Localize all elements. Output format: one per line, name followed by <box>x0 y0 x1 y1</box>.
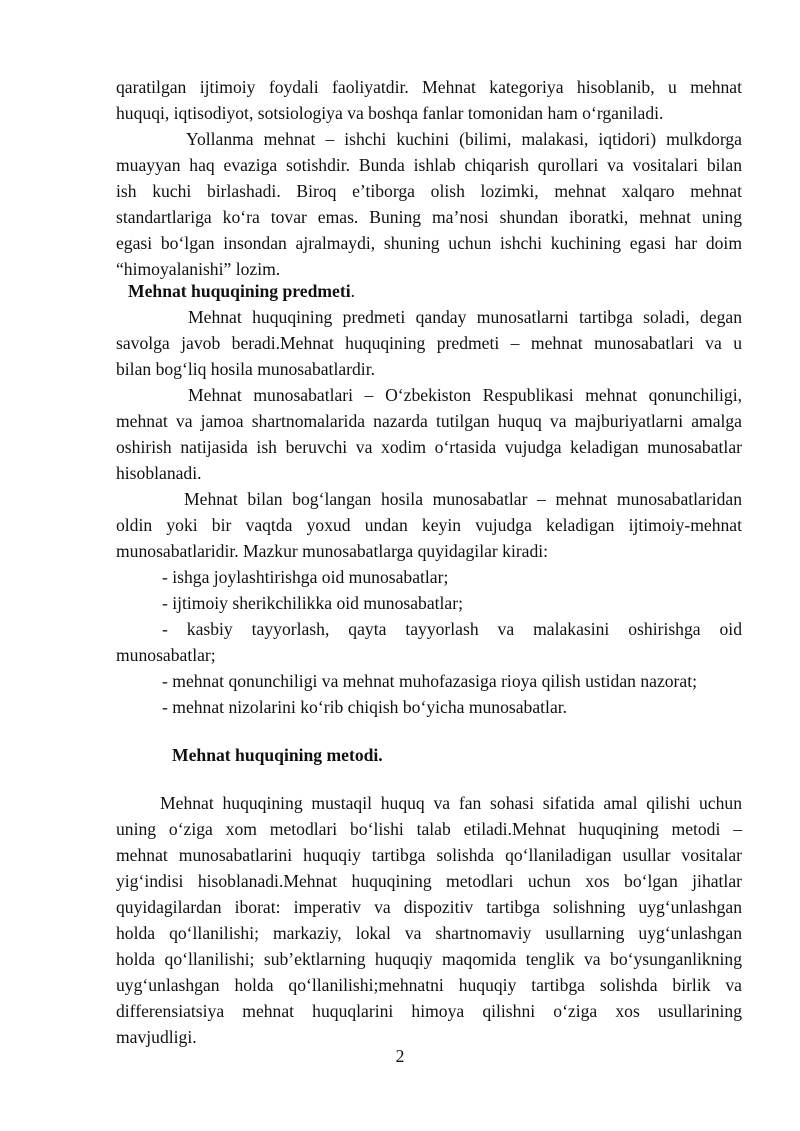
paragraph-line: Mehnat bilan bog‘langan hosila munosabatlar – mehnat munosabatlaridan <box>184 489 742 509</box>
paragraph-line: savolga javob beradi.Mehnat huquqining predmeti – mehnat munosabatlari va u <box>116 333 742 353</box>
paragraph-line: mehnat va jamoa shartnomalarida nazarda tutilgan huquq va majburiyatlarni amalga <box>116 411 742 431</box>
section-heading-predmet <box>128 278 754 304</box>
list-item: - ijtimoiy sherikchilikka oid munosabatlar; <box>162 593 463 613</box>
paragraph-line: quyidagilardan iborat: imperativ va dispozitiv tartibga solishning uyg‘unlashgan <box>116 897 742 917</box>
paragraph-line: uyg‘unlashgan holda qo‘llanilishi;mehnatni huquqiy tartibga solishda birlik va <box>116 975 742 995</box>
heading-punct: . <box>350 281 355 301</box>
paragraph-line: differensiatsiya mehnat huquqlarini himoya qilishni o‘ziga xos usullarining <box>116 1001 742 1021</box>
paragraph-line: standartlariga ko‘ra tovar emas. Buning ma’nosi shundan iboratki, mehnat uning <box>116 207 742 227</box>
paragraph-line: huquqi, iqtisodiyot, sotsiologiya va boshqa fanlar tomonidan ham o‘rganiladi. <box>116 103 664 123</box>
paragraph-line: Mehnat munosabatlari – O‘zbekiston Respublikasi mehnat qonunchiligi, <box>188 385 742 405</box>
paragraph-line: “himoyalanishi” lozim. <box>116 259 281 279</box>
paragraph-line: mavjudligi. <box>116 1027 197 1047</box>
list-item: - mehnat qonunchiligi va mehnat muhofazasiga rioya qilish ustidan nazorat; <box>162 671 697 691</box>
list-item: - ishga joylashtirishga oid munosabatlar; <box>162 567 449 587</box>
list-item: - kasbiy tayyorlash, qayta tayyorlash va malakasini oshirishga oid <box>162 619 742 639</box>
list-item: - mehnat nizolarini ko‘rib chiqish bo‘yicha munosabatlar. <box>162 697 568 717</box>
paragraph-line: uning o‘ziga xom metodlari bo‘lishi talab etiladi.Mehnat huquqining metodi – <box>116 819 742 839</box>
list-item-continuation: munosabatlar; <box>116 645 216 665</box>
paragraph-line: muayyan haq evaziga sotishdir. Bunda ishlab chiqarish qurollari va vositalari bilan <box>116 155 742 175</box>
paragraph-line: oshirish natijasida ish beruvchi va xodim o‘rtasida vujudga keladigan munosabatlar <box>116 437 742 457</box>
paragraph-line: yig‘indisi hisoblanadi.Mehnat huquqining metodlari uchun xos bo‘lgan jihatlar <box>116 871 742 891</box>
paragraph-line: mehnat munosabatlarini huquqiy tartibga solishda qo‘llaniladigan usullar vositalar <box>116 845 742 865</box>
paragraph-line: munosabatlaridir. Mazkur munosabatlarga quyidagilar kiradi: <box>116 541 549 561</box>
paragraph-line: hisoblanadi. <box>116 463 202 483</box>
paragraph-line: bilan bog‘liq hosila munosabatlardir. <box>116 359 375 379</box>
paragraph-line: oldin yoki bir vaqtda yoxud undan keyin vujudga keladigan ijtimoiy-mehnat <box>116 515 742 535</box>
paragraph-line: holda qo‘llanilishi; sub’ektlarning huquqiy maqomida tenglik va bo‘ysunganlikning <box>116 949 742 969</box>
paragraph-line: holda qo‘llanilishi; markaziy, lokal va shartnomaviy usullarning uyg‘unlashgan <box>116 923 742 943</box>
paragraph-line: Yollanma mehnat – ishchi kuchini (bilimi, malakasi, iqtidori) mulkdorga <box>186 129 742 149</box>
paragraph-line: Mehnat huquqining predmeti qanday munosatlarni tartibga soladi, degan <box>188 307 742 327</box>
page-number: 2 <box>395 1046 405 1066</box>
paragraph-line: Mehnat huquqining mustaqil huquq va fan sohasi sifatida amal qilishi uchun <box>160 793 742 813</box>
heading-text: Mehnat huquqining predmeti <box>128 281 351 301</box>
paragraph-line: egasi bo‘lgan insondan ajralmaydi, shuning uchun ishchi kuchining egasi har doim <box>116 233 742 253</box>
paragraph-line: qaratilgan ijtimoiy foydali faoliyatdir. Mehnat kategoriya hisoblanib, u mehnat <box>116 77 742 97</box>
paragraph-line: ish kuchi birlashadi. Biroq e’tiborga olish lozimki, mehnat xalqaro mehnat <box>116 181 742 201</box>
section-heading-metod: Mehnat huquqining metodi. <box>172 745 383 765</box>
